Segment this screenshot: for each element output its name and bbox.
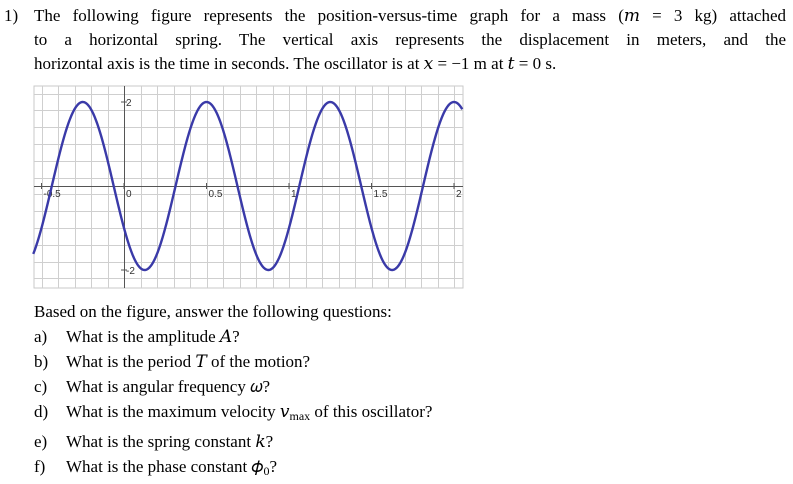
data-point	[164, 227, 166, 229]
data-point	[329, 101, 331, 103]
x-tick-label: 1.5	[373, 189, 388, 200]
question-text-post: ?	[269, 457, 277, 476]
y-tick-label: -2	[126, 266, 135, 277]
question-a	[34, 324, 432, 349]
question-text-pre: What is the maximum velocity 𝑣	[66, 402, 290, 421]
question-text: What is the amplitude 𝐴?	[66, 327, 240, 346]
data-point	[302, 143, 304, 145]
x-tick-label: -0.5	[43, 189, 61, 200]
question-label: f)	[34, 457, 46, 476]
question-label: e)	[34, 432, 48, 451]
question-d	[34, 399, 432, 429]
question-label: d)	[34, 402, 49, 421]
data-point	[137, 269, 139, 271]
data-point	[54, 143, 56, 145]
x-tick-label: 2	[456, 189, 462, 200]
question-text-pre: What is the phase constant 𝜙	[66, 457, 264, 476]
data-point	[205, 101, 207, 103]
y-tick-label: 2	[126, 98, 132, 109]
question-text: What is the spring constant 𝑘?	[66, 432, 274, 451]
problem-statement-line: horizontal axis is the time in seconds. The oscillator is at 𝑥 = −1 m at 𝑡 = 0 s.	[34, 54, 557, 73]
data-point	[247, 227, 249, 229]
data-point	[412, 227, 414, 229]
question-label: b)	[34, 352, 49, 371]
question-c	[34, 374, 432, 399]
question-label: c)	[34, 377, 48, 396]
data-point	[82, 101, 84, 103]
question-text: What is angular frequency 𝜔?	[66, 377, 271, 396]
data-point	[123, 227, 125, 229]
data-point	[274, 269, 276, 271]
questions-intro: Based on the figure, answer the following questions:	[34, 302, 392, 321]
data-point	[384, 269, 386, 271]
question-f	[34, 454, 432, 484]
question-label: a)	[34, 327, 48, 346]
x-tick-label: 1	[291, 189, 297, 200]
question-subscript: max	[289, 409, 311, 423]
data-point	[439, 143, 441, 145]
data-point	[192, 143, 194, 145]
question-subscript: 0	[263, 464, 270, 478]
problem-statement-line: The following figure represents the position-versus-time graph for a mass (𝑚 = 3 kg) attached	[34, 6, 786, 25]
problem-number: 1)	[4, 6, 19, 25]
data-point	[219, 143, 221, 145]
data-point	[461, 143, 463, 145]
question-e	[34, 429, 432, 454]
x-tick-label: 0	[126, 189, 132, 200]
data-point	[109, 143, 111, 145]
questions-section	[34, 299, 432, 484]
question-text: What is the period 𝑇 of the motion?	[66, 352, 311, 371]
data-point	[288, 227, 290, 229]
data-point	[370, 227, 372, 229]
data-point	[453, 101, 455, 103]
question-b	[34, 349, 432, 374]
data-point	[357, 143, 359, 145]
problem-statement-line: to a horizontal spring. The vertical axis represents the displacement in meters, and the	[34, 30, 786, 49]
question-text-post: of this oscillator?	[310, 402, 433, 421]
data-point	[32, 193, 34, 195]
x-tick-label: 0.5	[208, 189, 223, 200]
